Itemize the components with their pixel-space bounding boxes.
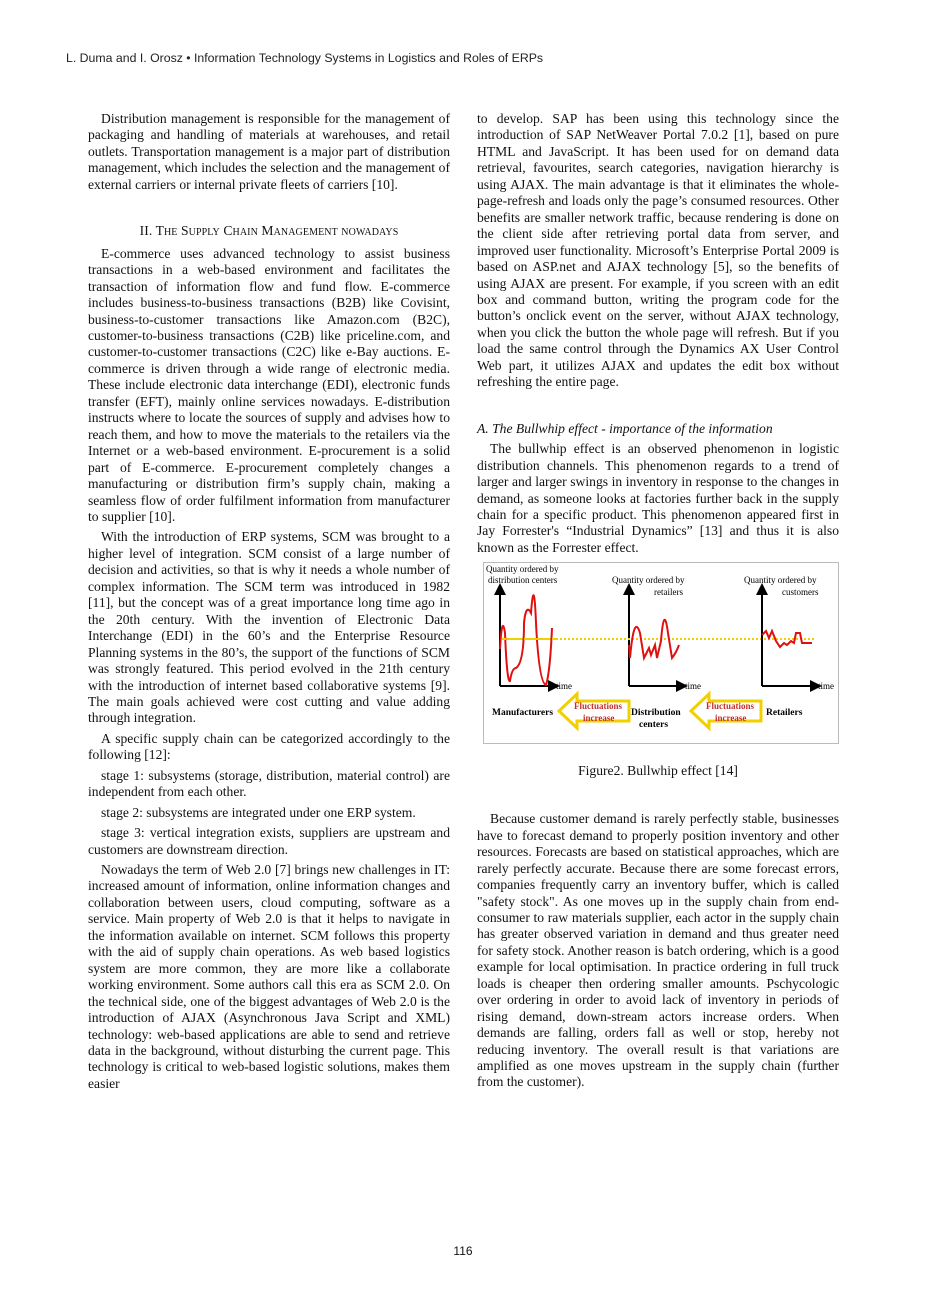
running-header: L. Duma and I. Orosz • Information Technology Systems in Logistics and Roles of ERPs [66,51,544,65]
paragraph: With the introduction of ERP systems, SCM was brought to a higher level of integration. SCM consist of a large number of decision and activities, so that is why it needs a whole number of complex information. The SCM term was introduced in 1982 [11], but the concept was of a great importance long time ago in the 20th century. With the invention of Electronic Data Interchange (EDI) in the 60’s and the Enterprise Resource Planning systems in the 80’s, the support of the functions of SCM was strongly featured. This period evolved in the 21th century with the introduction of internet based collaborative systems [9]. The main goals achieved were cost cutting and value adding through integration. [88,529,450,726]
left-column [88,111,450,1092]
section-heading: II. The Supply Chain Management nowadays [139,223,399,239]
figure-caption: Figure2. Bullwhip effect [14] [578,762,738,778]
paragraph: A specific supply chain can be categorized accordingly to the following [12]: [88,730,450,763]
time-label: time [556,681,572,692]
panel2-title-2: retailers [654,587,683,598]
page-number: 116 [453,1244,473,1258]
paragraph: E-commerce uses advanced technology to assist business transactions in a web-based environment and facilitates the transaction of information flow and fund flow. E-commerce includes business-to-business transactions (B2B) like Covisint, business-to-customer transactions like Amazon.com (B2C), customer-to-business transactions (C2B) like priceline.com, and customer-to-customer transactions (C2C) like e-Bay auctions. E-commerce is driven through a wide range of electronic media. These include electronic data interchange (EDI), electronic funds transfer (EFT), mainly online services nowadays. E-distribution instructs where to locate the sources of supply and advises how to reach them, and how to move the materials to the retailers via the Internet or a web-based environment. E-procurement is a solid part of E-commerce. E-procurement completely changes a manufacturing or distribution firm’s supply chain, making a seamless flow of order fulfilment information from manufacturer to supplier [10]. [88,245,450,524]
panel1-title-2: distribution centers [488,575,558,586]
retailers-label: Retailers [766,708,803,719]
time-label: time [685,681,701,692]
panel2-title: Quantity ordered by [612,575,685,586]
paragraph: to develop. SAP has been using this technology since the introduction of SAP NetWeaver Portal 7.0.2 [1], based on pure HTML and JavaScript. It has been used for on demand data retrieval, favourites, search categories, navigation hierarchy is using AJAX. The main advantage is that it eliminates the whole-page-refresh and loads only the page’s consumed resources. Other benefits are smaller network traffic, because rendering is done on the client side after retrieving portal data from server, and improved user functionality. Microsoft’s Enterprise Portal 2009 is based on ASP.net and AJAX technology [5], so the benefits of using AJAX are present. For example, if you screen with an edit box and command button, writing the program code for the button’s onclick event on the server, without AJAX technology, when you click the button the whole page will refresh. But if you load the same control through the Dynamics AX User Control Web part, it utilizes AJAX and updates the edit box without refreshing the entire page. [477,111,839,390]
paragraph: Distribution management is responsible for the management of packaging and handling of materials at warehouses, and retail outlets. Transportation management is a major part of distribution management, which includes the selection and the management of external carriers or internal private fleets of carriers [10]. [88,111,450,192]
panel1-title: Quantity ordered by [486,564,559,575]
panel3-title-2: customers [782,587,819,598]
right-column [477,111,839,1091]
demand-line [500,596,552,686]
arrow-label-2: increase [715,713,747,724]
subsection-heading: A. The Bullwhip effect - importance of the information [477,420,773,436]
paragraph: stage 3: vertical integration exists, suppliers are upstream and customers are downstream direction. [88,825,450,857]
paragraph: Because customer demand is rarely perfectly stable, businesses have to forecast demand to properly position inventory and other resources. Forecasts are based on statistical approaches, which are rarely perfectly accurate. Because there are some forecast errors, companies frequently carry an inventory buffer, which is called "safety stock". As one moves up in the supply chain from end-consumer to raw materials supplier, each actor in the supply chain has greater observed variation in demand and thus greater need for safety stock. Another reason is batch ordering, which is a good example for local optimisation. In practice ordering in full truck loads is cheaper then ordering smaller amounts. Pschycologic over ordering in order to avoid lack of inventory in periods of rising demand, down-stream actors increase orders. When demands are falling, orders fall as well or stop, hereby not reducing inventory. The overall result is that variations are amplified as one moves upstream in the supply chain (further from the customer). [477,811,839,1090]
paragraph: stage 2: subsystems are integrated under one ERP system. [101,804,416,820]
paragraph: Nowadays the term of Web 2.0 [7] brings new challenges in IT: increased amount of information, online information changes and collaboration between users, cloud computing, software as a service. Main property of Web 2.0 is that it helps to navigate in the information available on internet. SCM follows this property with the aid of supply chain operations. As web based logistics system are more common, they are more like a collaborate working environment. Some authors call this era as SCM 2.0. On the technical side, one of the biggest advantages of Web 2.0 is the introduction of AJAX (Asynchronous Java Script and XML) technology: web-based applications are able to send and retrieve data in the background, without disturbing the current page. This technology is critical to web-based logistic solutions, makes them easier [88,862,450,1091]
distribution-label-2: centers [639,720,669,731]
paragraph: The bullwhip effect is an observed phenomenon in logistic distribution channels. This phenomenon regards to a trend of larger and larger swings in inventory in response to the changes in demand, as someone looks at factories further back in the supply chain for a specific product. This phenomenon appeared first in Jay Forrester's “Industrial Dynamics” [13] and thus it is also known as the Forrester effect. [477,441,839,555]
arrow-label-2: increase [583,713,615,724]
arrow-label: Fluctuations [706,701,755,712]
panel3-title: Quantity ordered by [744,575,817,586]
manufacturers-label: Manufacturers [492,708,554,719]
distribution-label: Distribution [631,708,681,719]
bullwhip-figure [483,562,839,744]
paragraph: stage 1: subsystems (storage, distribution, material control) are independent from each other. [88,767,450,800]
arrow-label: Fluctuations [574,701,623,712]
time-label: time [818,681,834,692]
